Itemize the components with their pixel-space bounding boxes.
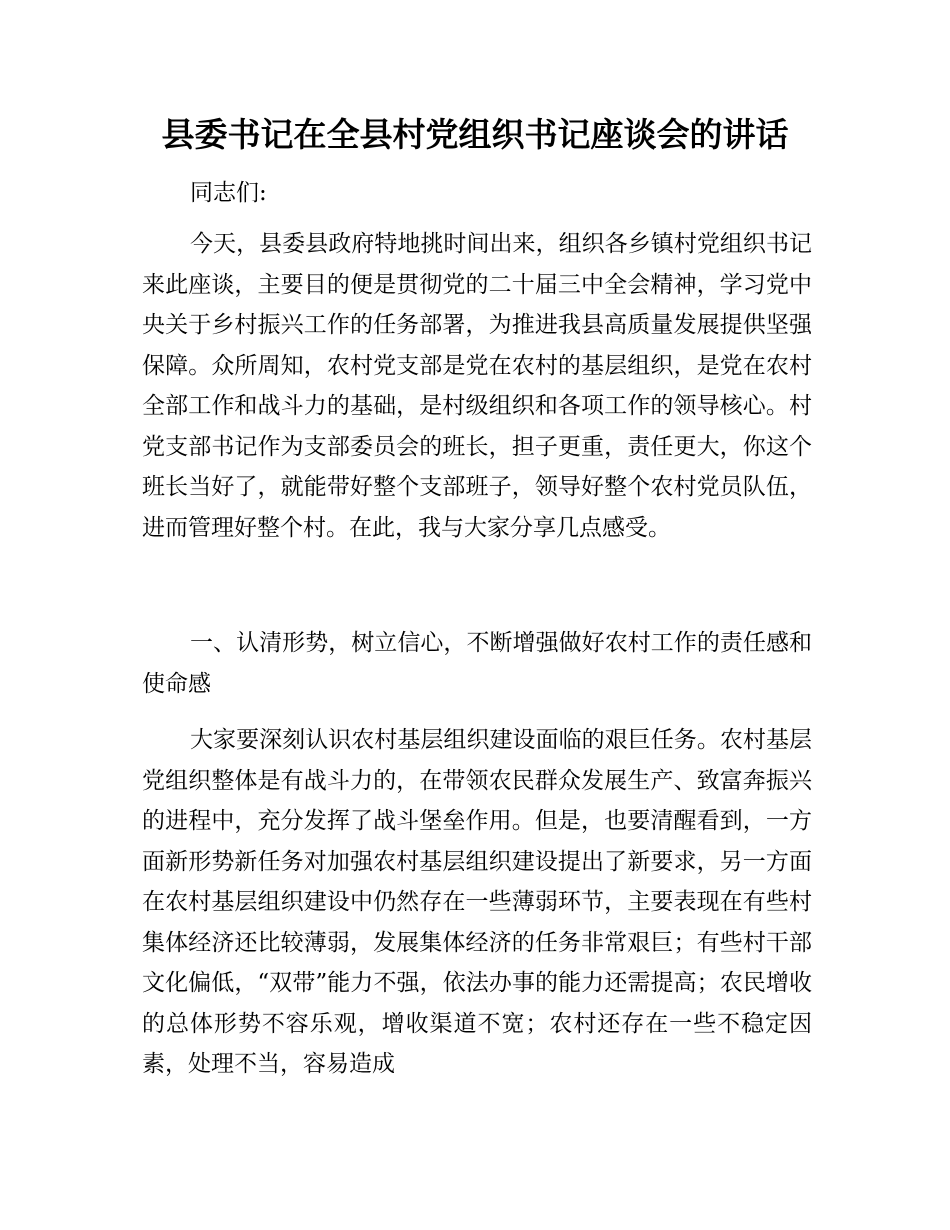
section-1-paragraph: 大家要深刻认识农村基层组织建设面临的艰巨任务。农村基层党组织整体是有战斗力的，在带领农民群众发展生产、致富奔振兴的进程中，充分发挥了战斗堡垒作用。但是，也要清醒看到，一方面新形势新任务对加强农村基层组织建设提出了新要求，另一方面在农村基层组织建设中仍然存在一些薄弱环节，主要表现在有些村集体经济还比较薄弱，发展集体经济的任务非常艰巨；有些村干部文化偏低，“双带”能力不强，依法办事的能力还需提高；农民增收的总体形势不容乐观，增收渠道不宽；农村还存在一些不稳定因素，处理不当，容易造成 xyxy=(142,727,812,1077)
greeting-paragraph: 同志们: xyxy=(190,180,267,206)
document-title: 县委书记在全县村党组织书记座谈会的讲话 xyxy=(161,115,789,154)
intro-paragraph: 今天，县委县政府特地挑时间出来，组织各乡镇村党组织书记来此座谈，主要目的便是贯彻党的二十届三中全会精神，学习党中央关于乡村振兴工作的任务部署，为推进我县高质量发展提供坚强保障。众所周知，农村党支部是党在农村的基层组织，是党在农村全部工作和战斗力的基础，是村级组织和各项工作的领导核心。村党支部书记作为支部委员会的班长，担子更重，责任更大，你这个班长当好了，就能带好整个支部班子，领导好整个农村党员队伍，进而管理好整个村。在此，我与大家分享几点感受。 xyxy=(142,231,812,541)
section-heading-1: 一、认清形势，树立信心，不断增强做好农村工作的责任感和使命感 xyxy=(142,630,812,697)
